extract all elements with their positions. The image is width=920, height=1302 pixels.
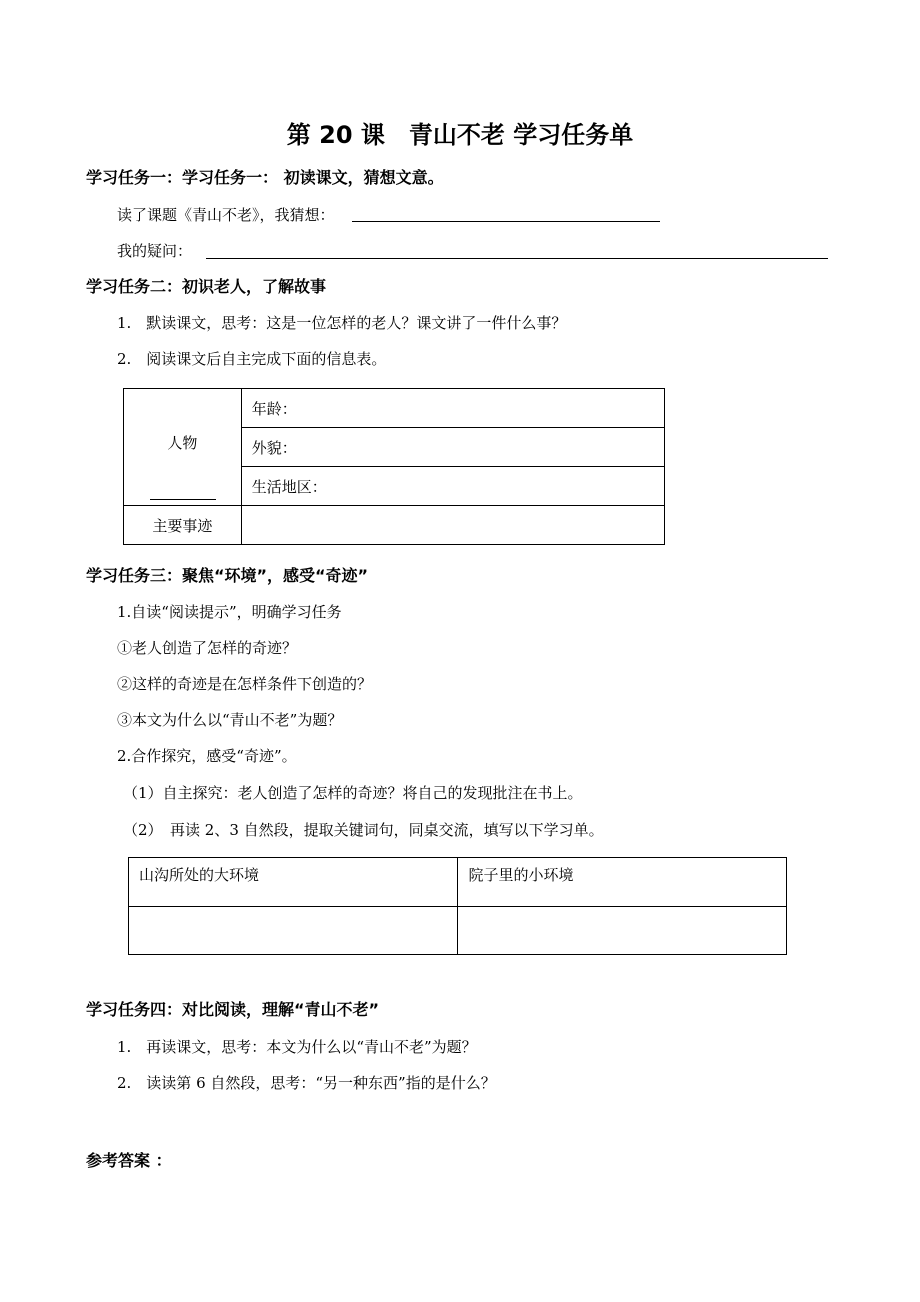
person-label: 人物 [167, 434, 198, 452]
environment-table [128, 857, 787, 955]
task3-question-3: ③本文为什么以“青山不老”为题？ [117, 711, 343, 729]
task3-item-2: 2.合作探究，感受“奇迹”。 [117, 747, 297, 765]
person-cell [124, 389, 242, 506]
age-label: 年龄： [251, 399, 297, 418]
task4-item-2: 2. 读读第 6 自然段，思考：“另一种东西”指的是什么？ [117, 1074, 496, 1092]
task1-heading: 学习任务一：学习任务一： 初读课文，猜想文意。 [86, 168, 444, 187]
env-col-1-answer[interactable] [129, 907, 458, 955]
task1-question-blank[interactable] [206, 258, 828, 259]
region-label: 生活地区： [251, 477, 327, 496]
env-col-1-header: 山沟所处的大环境 [129, 858, 458, 907]
task3-sub-2: （2） 再读 2、3 自然段，提取关键词句，同桌交流，填写以下学习单。 [123, 821, 604, 839]
task2-heading: 学习任务二：初识老人，了解故事 [86, 277, 327, 296]
task2-item-2: 2. 阅读课文后自主完成下面的信息表。 [117, 350, 387, 368]
task3-heading: 学习任务三：聚焦“环境”，感受“奇迹” [86, 566, 369, 585]
info-table [123, 388, 665, 545]
task3-question-2: ②这样的奇迹是在怎样条件下创造的？ [117, 675, 373, 693]
answers-heading: 参考答案 ： [86, 1151, 172, 1170]
page-title: 第 20 课 青山不老 学习任务单 [286, 121, 634, 149]
task1-guess-label: 读了课题《青山不老》，我猜想： [117, 206, 335, 224]
task4-heading: 学习任务四：对比阅读，理解“青山不老” [86, 1000, 380, 1019]
env-col-2-header: 院子里的小环境 [458, 858, 787, 907]
task1-question-label: 我的疑问： [117, 242, 193, 260]
task3-question-1: ①老人创造了怎样的奇迹？ [117, 639, 298, 657]
region-cell[interactable] [241, 467, 664, 506]
task4-item-1: 1. 再读课文，思考：本文为什么以“青山不老”为题？ [117, 1038, 477, 1056]
task2-item-1: 1. 默读课文，思考：这是一位怎样的老人？课文讲了一件什么事？ [117, 314, 567, 332]
deeds-label-cell [124, 506, 242, 545]
env-col-2-answer[interactable] [458, 907, 787, 955]
person-name-blank[interactable] [150, 486, 216, 504]
appearance-cell[interactable] [241, 428, 664, 467]
task1-guess-blank[interactable] [352, 221, 660, 222]
age-cell[interactable] [241, 389, 664, 428]
deeds-cell[interactable] [241, 506, 664, 545]
deeds-label: 主要事迹 [152, 516, 213, 535]
appearance-label: 外貌： [251, 438, 297, 457]
task3-item-1: 1.自读“阅读提示”，明确学习任务 [117, 603, 342, 621]
task3-sub-1: （1）自主探究：老人创造了怎样的奇迹？将自己的发现批注在书上。 [123, 784, 583, 802]
